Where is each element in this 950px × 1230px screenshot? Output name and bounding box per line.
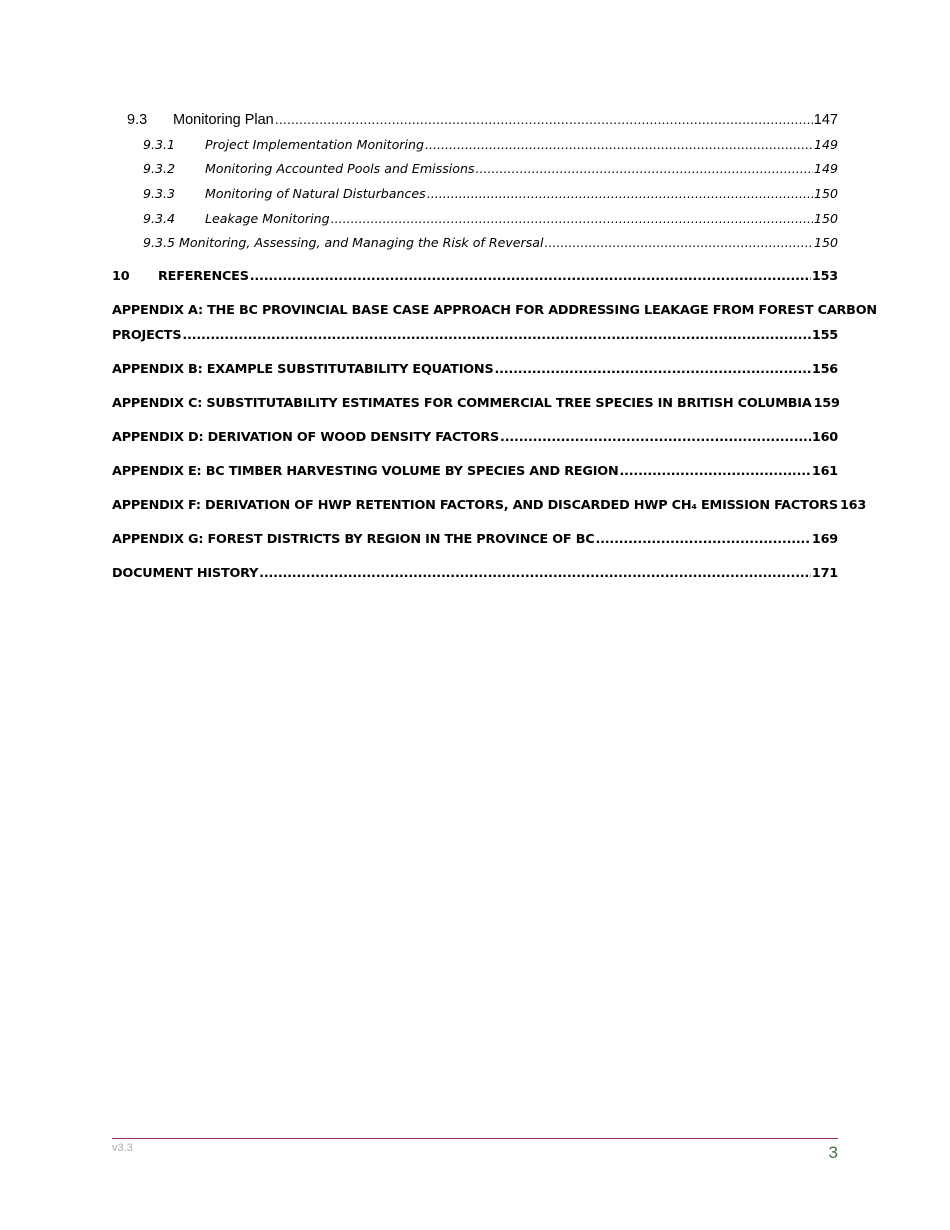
- toc-page: 153: [811, 269, 838, 284]
- toc-entry-appendix-a[interactable]: [112, 328, 838, 343]
- toc-number: 9.3: [127, 112, 148, 128]
- toc-title: REFERENCES: [158, 269, 249, 284]
- dot-leader: [494, 362, 810, 377]
- toc-title: Monitoring Plan: [173, 112, 274, 128]
- toc-title: Monitoring of Natural Disturbances: [205, 186, 426, 201]
- footer-divider: [112, 1138, 838, 1139]
- toc-entry-9-3[interactable]: [127, 112, 838, 128]
- toc-page: 163: [839, 498, 867, 513]
- toc-page: 147: [813, 112, 838, 128]
- dot-leader: [331, 211, 813, 226]
- toc-page: 159: [813, 396, 840, 411]
- toc-title: PROJECTS: [112, 328, 182, 343]
- toc-entry-10[interactable]: [112, 269, 838, 284]
- toc-number: 9.3.1: [143, 137, 176, 152]
- toc-page: 161: [811, 464, 838, 479]
- toc-page: 171: [811, 566, 838, 581]
- footer-page-number: 3: [828, 1143, 838, 1162]
- toc-page: 155: [811, 328, 838, 343]
- toc-page: 160: [811, 430, 838, 445]
- toc-title: APPENDIX C: SUBSTITUTABILITY ESTIMATES FOR COMMERCIAL TREE SPECIES IN BRITISH COLUMBIA: [112, 396, 812, 411]
- toc-page: 150: [813, 235, 838, 250]
- toc-page: 150: [813, 186, 838, 201]
- toc-page: 149: [813, 161, 838, 176]
- toc-title: APPENDIX D: DERIVATION OF WOOD DENSITY FACTORS: [112, 430, 500, 445]
- dot-leader: [259, 566, 811, 581]
- toc-page: 150: [813, 211, 838, 226]
- toc-entry-appendix-e[interactable]: [112, 464, 838, 479]
- toc-title: APPENDIX B: EXAMPLE SUBSTITUTABILITY EQUATIONS: [112, 362, 494, 377]
- toc-title: APPENDIX E: BC TIMBER HARVESTING VOLUME BY SPECIES AND REGION: [112, 464, 619, 479]
- dot-leader: [500, 430, 811, 445]
- toc-entry-appendix-a-line1[interactable]: APPENDIX A: THE BC PROVINCIAL BASE CASE APPROACH FOR ADDRESSING LEAKAGE FROM FOREST CARBON: [112, 303, 877, 318]
- toc-page: 156: [811, 362, 838, 377]
- dot-leader: [275, 112, 813, 128]
- toc-title: Leakage Monitoring: [205, 211, 330, 226]
- toc-entry-9-3-4[interactable]: [143, 211, 838, 226]
- toc-number: 10: [112, 269, 130, 284]
- toc-title: Project Implementation Monitoring: [205, 137, 424, 152]
- toc-entry-document-history[interactable]: [112, 566, 838, 581]
- dot-leader: [545, 235, 813, 250]
- toc-number: 9.3.4: [143, 211, 176, 226]
- toc-entry-appendix-d[interactable]: [112, 430, 838, 445]
- toc-number: 9.3.3: [143, 186, 176, 201]
- dot-leader: [250, 269, 811, 284]
- toc-title: APPENDIX F: DERIVATION OF HWP RETENTION FACTORS, AND DISCARDED HWP CH₄ EMISSION FACTORS: [112, 498, 838, 513]
- toc-entry-9-3-2[interactable]: [143, 161, 838, 176]
- toc-page: 149: [813, 137, 838, 152]
- toc-number: 9.3.2: [143, 161, 176, 176]
- toc-title: 9.3.5 Monitoring, Assessing, and Managing the Risk of Reversal: [143, 235, 544, 250]
- dot-leader: [595, 532, 810, 547]
- footer-version: v3.3: [112, 1142, 133, 1154]
- toc-title: Monitoring Accounted Pools and Emissions: [205, 161, 475, 176]
- toc-entry-appendix-f[interactable]: [112, 498, 867, 513]
- dot-leader: [425, 137, 813, 152]
- dot-leader: [427, 186, 813, 201]
- toc-entry-9-3-1[interactable]: [143, 137, 838, 152]
- dot-leader: [619, 464, 810, 479]
- toc-entry-appendix-g[interactable]: [112, 532, 838, 547]
- toc-entry-appendix-c[interactable]: [112, 396, 838, 411]
- toc-title: APPENDIX G: FOREST DISTRICTS BY REGION IN THE PROVINCE OF BC: [112, 532, 595, 547]
- toc-title: DOCUMENT HISTORY: [112, 566, 259, 581]
- toc-entry-appendix-b[interactable]: [112, 362, 838, 377]
- toc-entry-9-3-3[interactable]: [143, 186, 838, 201]
- toc-entry-9-3-5[interactable]: [143, 235, 838, 250]
- dot-leader: [182, 328, 811, 343]
- toc-page: 169: [811, 532, 838, 547]
- dot-leader: [476, 161, 813, 176]
